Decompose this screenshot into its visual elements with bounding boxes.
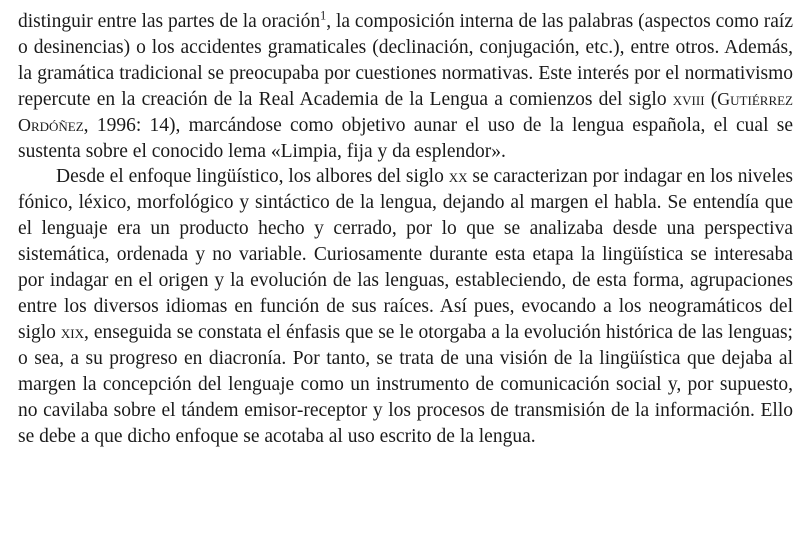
paragraph-2-text-1: Desde el enfoque lingüístico, los albores del siglo: [56, 166, 449, 188]
century-xviii: xviii: [672, 88, 705, 109]
document-page: [18, 9, 793, 449]
paragraph-1-text-3: (: [704, 88, 718, 110]
century-xix: xix: [60, 321, 85, 342]
paragraph-1-text-5: , 1996: 14), marcándose como objetivo aunar el uso de la lengua española, el cual se sustenta sobre el conocido lema «Limpia, fija y da esplendor».: [18, 114, 793, 162]
paragraph-1-text-2: , la composición interna de las palabras (aspectos como raíz o desinencias) o los accidentes gramaticales (declinación, conjugación, etc.), entre otros. Además, la gramática tradicional se preocupaba por cuestiones normativas. Este interés por el normativismo repercute en la creación de la Real Academia de la Lengua a comienzos del siglo: [18, 11, 793, 110]
century-xx: xx: [448, 166, 468, 187]
paragraph-2: [18, 164, 793, 449]
paragraph-2-text-3: , enseguida se constata el énfasis que se le otorgaba a la evolución histórica de las lenguas; o sea, a su progreso en diacronía. Por tanto, se trata de una visión de la lingüística que dejaba al margen la concepción del lenguaje como un instrumento de comunicación social y, por supuesto, no cavilaba sobre el tándem emisor-receptor y los procesos de transmisión de la información. Ello se debe a que dicho enfoque se acotaba al uso escrito de la lengua.: [18, 321, 793, 447]
paragraph-2-text-2: se caracterizan por indagar en los niveles fónico, léxico, morfológico y sintáctico de la lengua, dejando al margen el habla. Se entendía que el lenguaje era un producto hecho y cerrado, por lo que se analizaba desde una perspectiva sistemática, ordenada y no variable. Curiosamente durante esta etapa la lingüística se interesaba por indagar en el origen y la evolución de las lenguas, estableciendo, de esta forma, agrupaciones entre los diversos idiomas en función de sus raíces. Así pues, evocando a los neogramáticos del siglo: [18, 166, 793, 343]
paragraph-1-text-1: distinguir entre las partes de la oración: [18, 11, 321, 32]
paragraph-1: [18, 9, 793, 164]
footnote-marker[interactable]: 1: [320, 8, 327, 23]
citation-author-surname-1: Gutiérrez: [717, 88, 793, 109]
citation-author-surname-2: Ordóñez: [18, 114, 84, 135]
